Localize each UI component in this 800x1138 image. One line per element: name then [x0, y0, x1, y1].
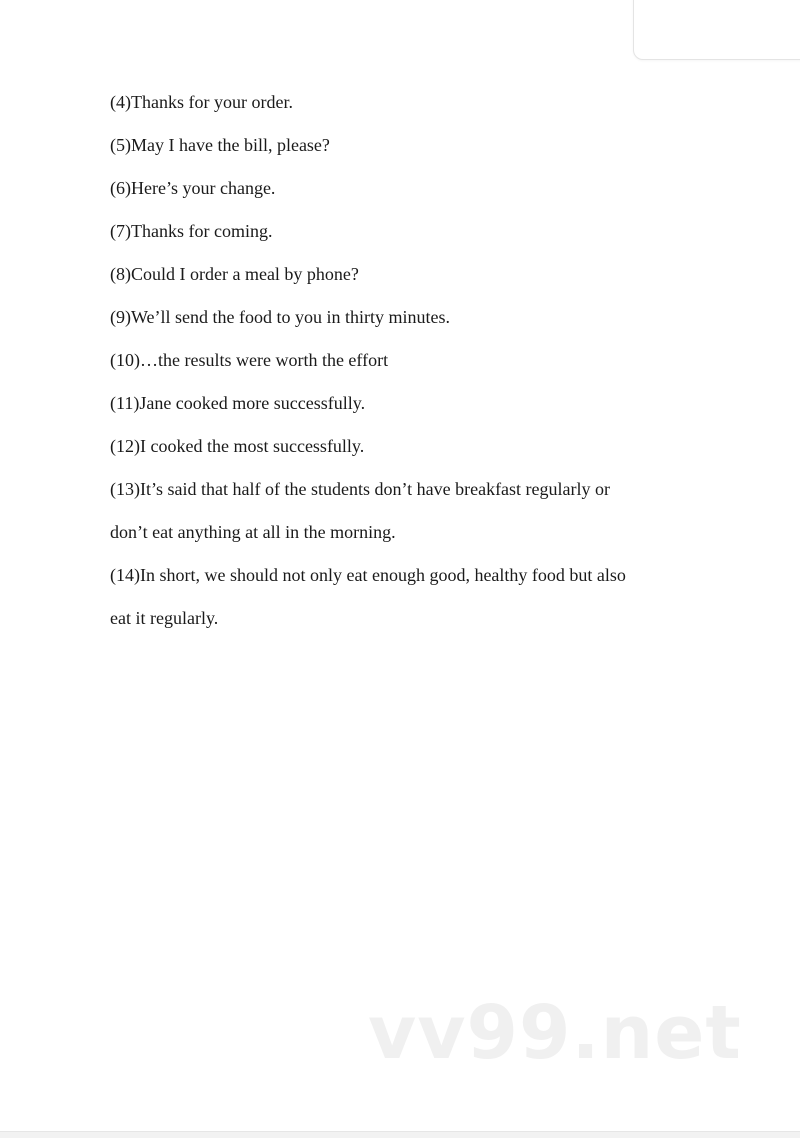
- page-corner-tab: [633, 0, 800, 60]
- text-line: (14)In short, we should not only eat enough good, healthy food but also: [110, 565, 626, 585]
- text-line: (7)Thanks for coming.: [110, 221, 273, 241]
- text-line: (9)We’ll send the food to you in thirty minutes.: [110, 307, 450, 327]
- text-line: (5)May I have the bill, please?: [110, 135, 330, 155]
- text-line: (6)Here’s your change.: [110, 178, 276, 198]
- text-line: (13)It’s said that half of the students don’t have breakfast regularly or: [110, 479, 611, 499]
- text-line: (12)I cooked the most successfully.: [110, 436, 365, 456]
- text-line: (4)Thanks for your order.: [110, 92, 293, 112]
- watermark: vv99.net: [368, 990, 742, 1076]
- text-line: (8)Could I order a meal by phone?: [110, 264, 359, 284]
- text-line: eat it regularly.: [110, 608, 219, 628]
- text-line: (11)Jane cooked more successfully.: [110, 393, 366, 413]
- text-line: don’t eat anything at all in the morning.: [110, 522, 396, 542]
- document-text-body: [110, 90, 690, 649]
- text-line: (10)…the results were worth the effort: [110, 350, 389, 370]
